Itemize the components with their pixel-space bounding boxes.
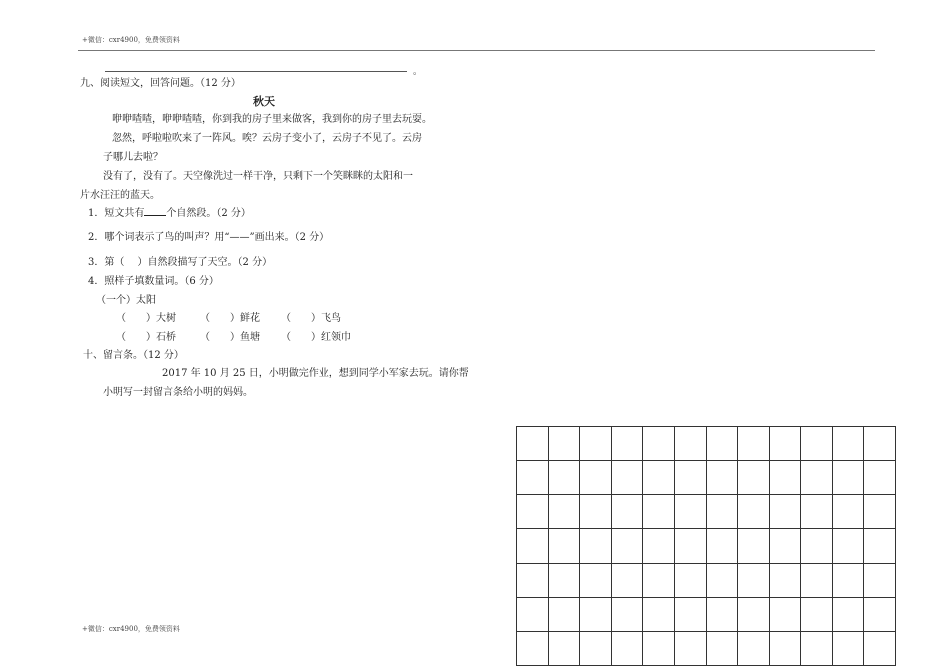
grid-cell[interactable] bbox=[833, 461, 865, 495]
grid-cell[interactable] bbox=[580, 495, 612, 529]
question-1-blank[interactable] bbox=[144, 206, 166, 216]
header-divider bbox=[78, 50, 875, 51]
grid-cell[interactable] bbox=[801, 529, 833, 563]
grid-cell[interactable] bbox=[612, 461, 644, 495]
grid-cell[interactable] bbox=[643, 632, 675, 666]
grid-cell[interactable] bbox=[517, 427, 549, 461]
grid-cell[interactable] bbox=[801, 564, 833, 598]
grid-cell[interactable] bbox=[675, 632, 707, 666]
question-1-text-after: 个自然段。（2 分） bbox=[166, 208, 251, 219]
grid-cell[interactable] bbox=[770, 495, 802, 529]
story-para2-line2: 子哪儿去啦？ bbox=[103, 152, 163, 163]
grid-cell[interactable] bbox=[738, 427, 770, 461]
question-3: 3．第（ ）自然段描写了天空。（2 分） bbox=[88, 257, 273, 268]
grid-cell[interactable] bbox=[612, 598, 644, 632]
grid-cell[interactable] bbox=[549, 564, 581, 598]
fill-item: （ ）大树 bbox=[116, 313, 176, 324]
grid-cell[interactable] bbox=[675, 529, 707, 563]
grid-cell[interactable] bbox=[707, 461, 739, 495]
grid-cell[interactable] bbox=[580, 461, 612, 495]
blank-line-period: 。 bbox=[413, 67, 423, 77]
footer-note: +微信：cxr4900，免费领资料 bbox=[82, 625, 180, 633]
grid-cell[interactable] bbox=[517, 632, 549, 666]
grid-cell[interactable] bbox=[580, 632, 612, 666]
grid-cell[interactable] bbox=[864, 598, 896, 632]
section9-heading: 九、阅读短文，回答问题。（12 分） bbox=[80, 78, 241, 89]
header-note: +微信：cxr4900，免费领资料 bbox=[82, 36, 180, 44]
question-2: 2．哪个词表示了鸟的叫声？用“——”画出来。（2 分） bbox=[88, 232, 330, 243]
grid-cell[interactable] bbox=[833, 495, 865, 529]
grid-cell[interactable] bbox=[643, 461, 675, 495]
answer-blank-line bbox=[105, 71, 407, 72]
grid-cell[interactable] bbox=[707, 529, 739, 563]
grid-cell[interactable] bbox=[864, 529, 896, 563]
grid-cell[interactable] bbox=[770, 598, 802, 632]
fill-item: （ ）红领巾 bbox=[281, 332, 351, 343]
grid-cell[interactable] bbox=[738, 598, 770, 632]
grid-cell[interactable] bbox=[612, 427, 644, 461]
grid-cell[interactable] bbox=[864, 461, 896, 495]
grid-cell[interactable] bbox=[738, 529, 770, 563]
grid-cell[interactable] bbox=[864, 495, 896, 529]
grid-cell[interactable] bbox=[612, 495, 644, 529]
grid-cell[interactable] bbox=[643, 495, 675, 529]
grid-cell[interactable] bbox=[675, 598, 707, 632]
grid-cell[interactable] bbox=[833, 427, 865, 461]
section10-heading: 十、留言条。（12 分） bbox=[83, 350, 184, 361]
grid-cell[interactable] bbox=[770, 461, 802, 495]
grid-cell[interactable] bbox=[770, 529, 802, 563]
grid-cell[interactable] bbox=[864, 564, 896, 598]
grid-cell[interactable] bbox=[833, 632, 865, 666]
grid-cell[interactable] bbox=[864, 427, 896, 461]
grid-cell[interactable] bbox=[549, 461, 581, 495]
grid-cell[interactable] bbox=[517, 529, 549, 563]
grid-cell[interactable] bbox=[517, 495, 549, 529]
grid-cell[interactable] bbox=[707, 564, 739, 598]
story-para3-line2: 片水汪汪的蓝天。 bbox=[80, 190, 160, 201]
grid-cell[interactable] bbox=[549, 495, 581, 529]
story-title: 秋天 bbox=[253, 95, 275, 108]
grid-cell[interactable] bbox=[549, 598, 581, 632]
writing-grid[interactable] bbox=[516, 426, 896, 666]
grid-cell[interactable] bbox=[580, 598, 612, 632]
grid-cell[interactable] bbox=[675, 461, 707, 495]
grid-cell[interactable] bbox=[770, 564, 802, 598]
fill-item: （ ）飞鸟 bbox=[281, 313, 341, 324]
grid-cell[interactable] bbox=[801, 495, 833, 529]
grid-cell[interactable] bbox=[517, 564, 549, 598]
grid-cell[interactable] bbox=[612, 632, 644, 666]
grid-cell[interactable] bbox=[580, 564, 612, 598]
question-4: 4．照样子填数量词。（6 分） bbox=[88, 276, 219, 287]
grid-cell[interactable] bbox=[517, 461, 549, 495]
grid-cell[interactable] bbox=[738, 564, 770, 598]
grid-cell[interactable] bbox=[738, 632, 770, 666]
grid-cell[interactable] bbox=[864, 632, 896, 666]
question-1 bbox=[88, 204, 251, 219]
fill-item: （ ）石桥 bbox=[116, 332, 176, 343]
grid-cell[interactable] bbox=[770, 632, 802, 666]
grid-cell[interactable] bbox=[643, 598, 675, 632]
grid-cell[interactable] bbox=[801, 461, 833, 495]
grid-cell[interactable] bbox=[549, 427, 581, 461]
grid-cell[interactable] bbox=[801, 598, 833, 632]
grid-cell[interactable] bbox=[675, 427, 707, 461]
story-para3-line1: 没有了，没有了。天空像洗过一样干净，只剩下一个笑眯眯的太阳和一 bbox=[103, 171, 413, 182]
question-1-text-before: 1．短文共有 bbox=[88, 208, 145, 219]
story-para2-line1: 忽然，呼啦啦吹来了一阵风。唉？云房子变小了，云房子不见了。云房 bbox=[112, 133, 422, 144]
grid-cell[interactable] bbox=[580, 529, 612, 563]
grid-cell[interactable] bbox=[738, 461, 770, 495]
grid-cell[interactable] bbox=[707, 427, 739, 461]
grid-cell[interactable] bbox=[612, 529, 644, 563]
grid-cell[interactable] bbox=[738, 495, 770, 529]
grid-cell[interactable] bbox=[612, 564, 644, 598]
grid-cell[interactable] bbox=[707, 632, 739, 666]
section10-prompt-line2: 小明写一封留言条给小明的妈妈。 bbox=[103, 387, 253, 398]
grid-cell[interactable] bbox=[707, 495, 739, 529]
grid-cell[interactable] bbox=[517, 598, 549, 632]
story-para1: 咿咿喳喳，咿咿喳喳，你到我的房子里来做客，我到你的房子里去玩耍。 bbox=[112, 114, 432, 125]
fill-item: （ ）鱼塘 bbox=[200, 332, 260, 343]
grid-cell[interactable] bbox=[549, 632, 581, 666]
grid-cell[interactable] bbox=[643, 564, 675, 598]
grid-cell[interactable] bbox=[833, 529, 865, 563]
grid-cell[interactable] bbox=[801, 632, 833, 666]
example-measure-word: （一个）太阳 bbox=[96, 295, 156, 306]
section10-prompt-line1: 2017 年 10 月 25 日，小明做完作业，想到同学小军家去玩。请你帮 bbox=[162, 368, 469, 379]
grid-cell[interactable] bbox=[675, 495, 707, 529]
grid-cell[interactable] bbox=[580, 427, 612, 461]
grid-cell[interactable] bbox=[770, 427, 802, 461]
grid-cell[interactable] bbox=[643, 427, 675, 461]
grid-cell[interactable] bbox=[549, 529, 581, 563]
grid-cell[interactable] bbox=[675, 564, 707, 598]
fill-item: （ ）鲜花 bbox=[200, 313, 260, 324]
grid-cell[interactable] bbox=[801, 427, 833, 461]
grid-cell[interactable] bbox=[833, 598, 865, 632]
grid-cell[interactable] bbox=[643, 529, 675, 563]
grid-cell[interactable] bbox=[707, 598, 739, 632]
grid-cell[interactable] bbox=[833, 564, 865, 598]
